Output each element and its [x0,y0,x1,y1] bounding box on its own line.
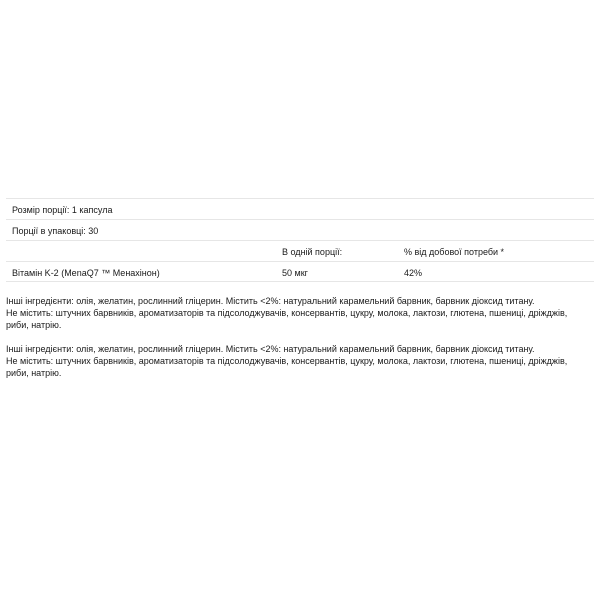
other-ingredients-text: Інші інгредієнти: олія, желатин, рослинний гліцерин. Містить <2%: натуральний карамельний барвник, барвник діоксид титану. [6,343,535,354]
table-header-row [6,240,594,261]
per-serving-header: В одній порції: [282,247,343,257]
ingredients-paragraph [6,295,586,332]
nutrient-daily-value: 42% [404,268,423,278]
servings-per-container-text: Порції в упаковці: 30 [12,226,99,236]
ingredients-notes [6,295,586,390]
servings-per-container-row [6,219,594,240]
nutrient-name: Вітамін K-2 (MenaQ7 ™ Менахінон) [12,268,160,278]
nutrient-amount: 50 мкг [282,268,308,278]
serving-size-text: Розмір порції: 1 капсула [12,205,113,215]
supplement-facts-table [6,198,594,282]
does-not-contain-text: Не містить: штучних барвників, ароматизаторів та підсолоджувачів, консервантів, цукру, молока, лактози, глютена, пшениці, дріжджів, риби, натрію. [6,308,568,331]
serving-size-row [6,198,594,219]
nutrient-row [6,261,594,282]
other-ingredients-text: Інші інгредієнти: олія, желатин, рослинний гліцерин. Містить <2%: натуральний карамельний барвник, барвник діоксид титану. [6,296,535,306]
does-not-contain-text: Не містить: штучних барвників, ароматизаторів та підсолоджувачів, консервантів, цукру, молока, лактози, глютена, пшениці, дріжджів, риби, натрію. [6,355,568,379]
ingredients-paragraph [6,343,586,380]
daily-value-header: % від добової потреби * [404,247,505,257]
